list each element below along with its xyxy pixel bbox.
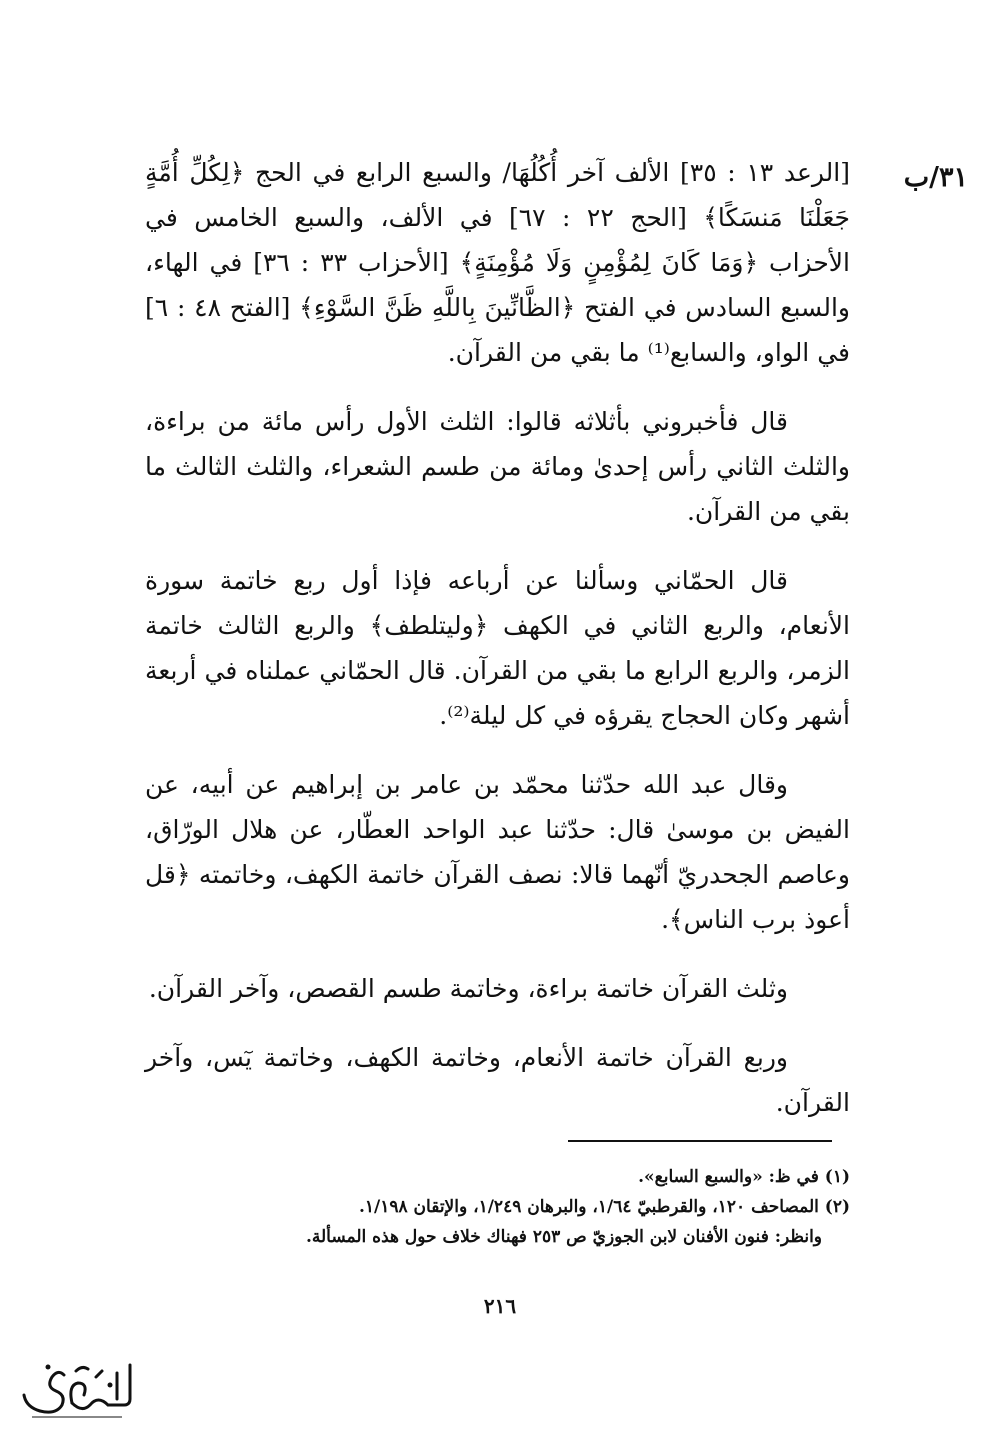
footnotes bbox=[180, 1162, 850, 1252]
footnote-1: (١) في ظ: «والسبع السابع». bbox=[638, 1167, 850, 1187]
footnote-2-continuation: وانظر: فنون الأفنان لابن الجوزيّ ص ٢٥٣ فهناك خلاف حول هذه المسألة. bbox=[305, 1227, 822, 1247]
calligraphy-logo-icon bbox=[12, 1355, 142, 1421]
footnote-divider bbox=[568, 1140, 832, 1142]
manuscript-folio-marker: ٣١/ب bbox=[903, 162, 968, 193]
paragraph-2: قال فأخبروني بأثلاثه قالوا: الثلث الأول رأس مائة من براءة، والثلث الثاني رأس إحدىٰ ومائة من طسم الشعراء، والثلث الثالث ما بقي من القرآن. bbox=[145, 407, 850, 526]
paragraph-3: قال الحمّاني وسألنا عن أرباعه فإذا أول ربع خاتمة سورة الأنعام، والربع الثاني في الكهف ﴿وليتلطف﴾ والربع الثالث خاتمة الزمر، والربع الرابع ما بقي من القرآن. قال الحمّاني عملناه في أربعة أشهر وكان الحجاج يقرؤه في كل ليلة⁽²⁾. bbox=[145, 566, 850, 730]
paragraph-6: وربع القرآن خاتمة الأنعام، وخاتمة الكهف، وخاتمة يٓس، وآخر القرآن. bbox=[145, 1043, 850, 1117]
paragraph-5: وثلث القرآن خاتمة براءة، وخاتمة طسم القصص، وآخر القرآن. bbox=[148, 974, 788, 1003]
paragraph-4: وقال عبد الله حدّثنا محمّد بن عامر بن إبراهيم عن أبيه، عن الفيض بن موسىٰ قال: حدّثنا عبد الواحد العطّار، عن هلال الورّاق، وعاصم الجحدريّ أنّهما قالا: نصف القرآن خاتمة الكهف، وخاتمته ﴿قل أعوذ برب الناس﴾. bbox=[145, 770, 850, 934]
page-number: ٢١٦ bbox=[483, 1294, 517, 1318]
footnote-2: (٢) المصاحف ١٢٠، والقرطبيّ ١/٦٤، والبرهان ١/٢٤٩، والإتقان ١/١٩٨. bbox=[358, 1197, 850, 1217]
paragraph-1: [الرعد ١٣ : ٣٥] الألف آخر أُكُلُهَا/ والسبع الرابع في الحج ﴿لِكُلِّ أُمَّةٍ جَعَلْنَا مَنسَكًا﴾ [الحج ٢٢ : ٦٧] في الألف، والسبع الخامس في الأحزاب ﴿وَمَا كَانَ لِمُؤْمِنٍ وَلَا مُؤْمِنَةٍ﴾ [الأحزاب ٣٣ : ٣٦] في الهاء، والسبع السادس في الفتح ﴿الظَّانِّينَ بِاللَّهِ ظَنَّ السَّوْءِ﴾ [الفتح ٤٨ : ٦] في الواو، والسابع⁽¹⁾ ما بقي من القرآن. bbox=[145, 158, 850, 367]
main-text bbox=[145, 150, 850, 1149]
